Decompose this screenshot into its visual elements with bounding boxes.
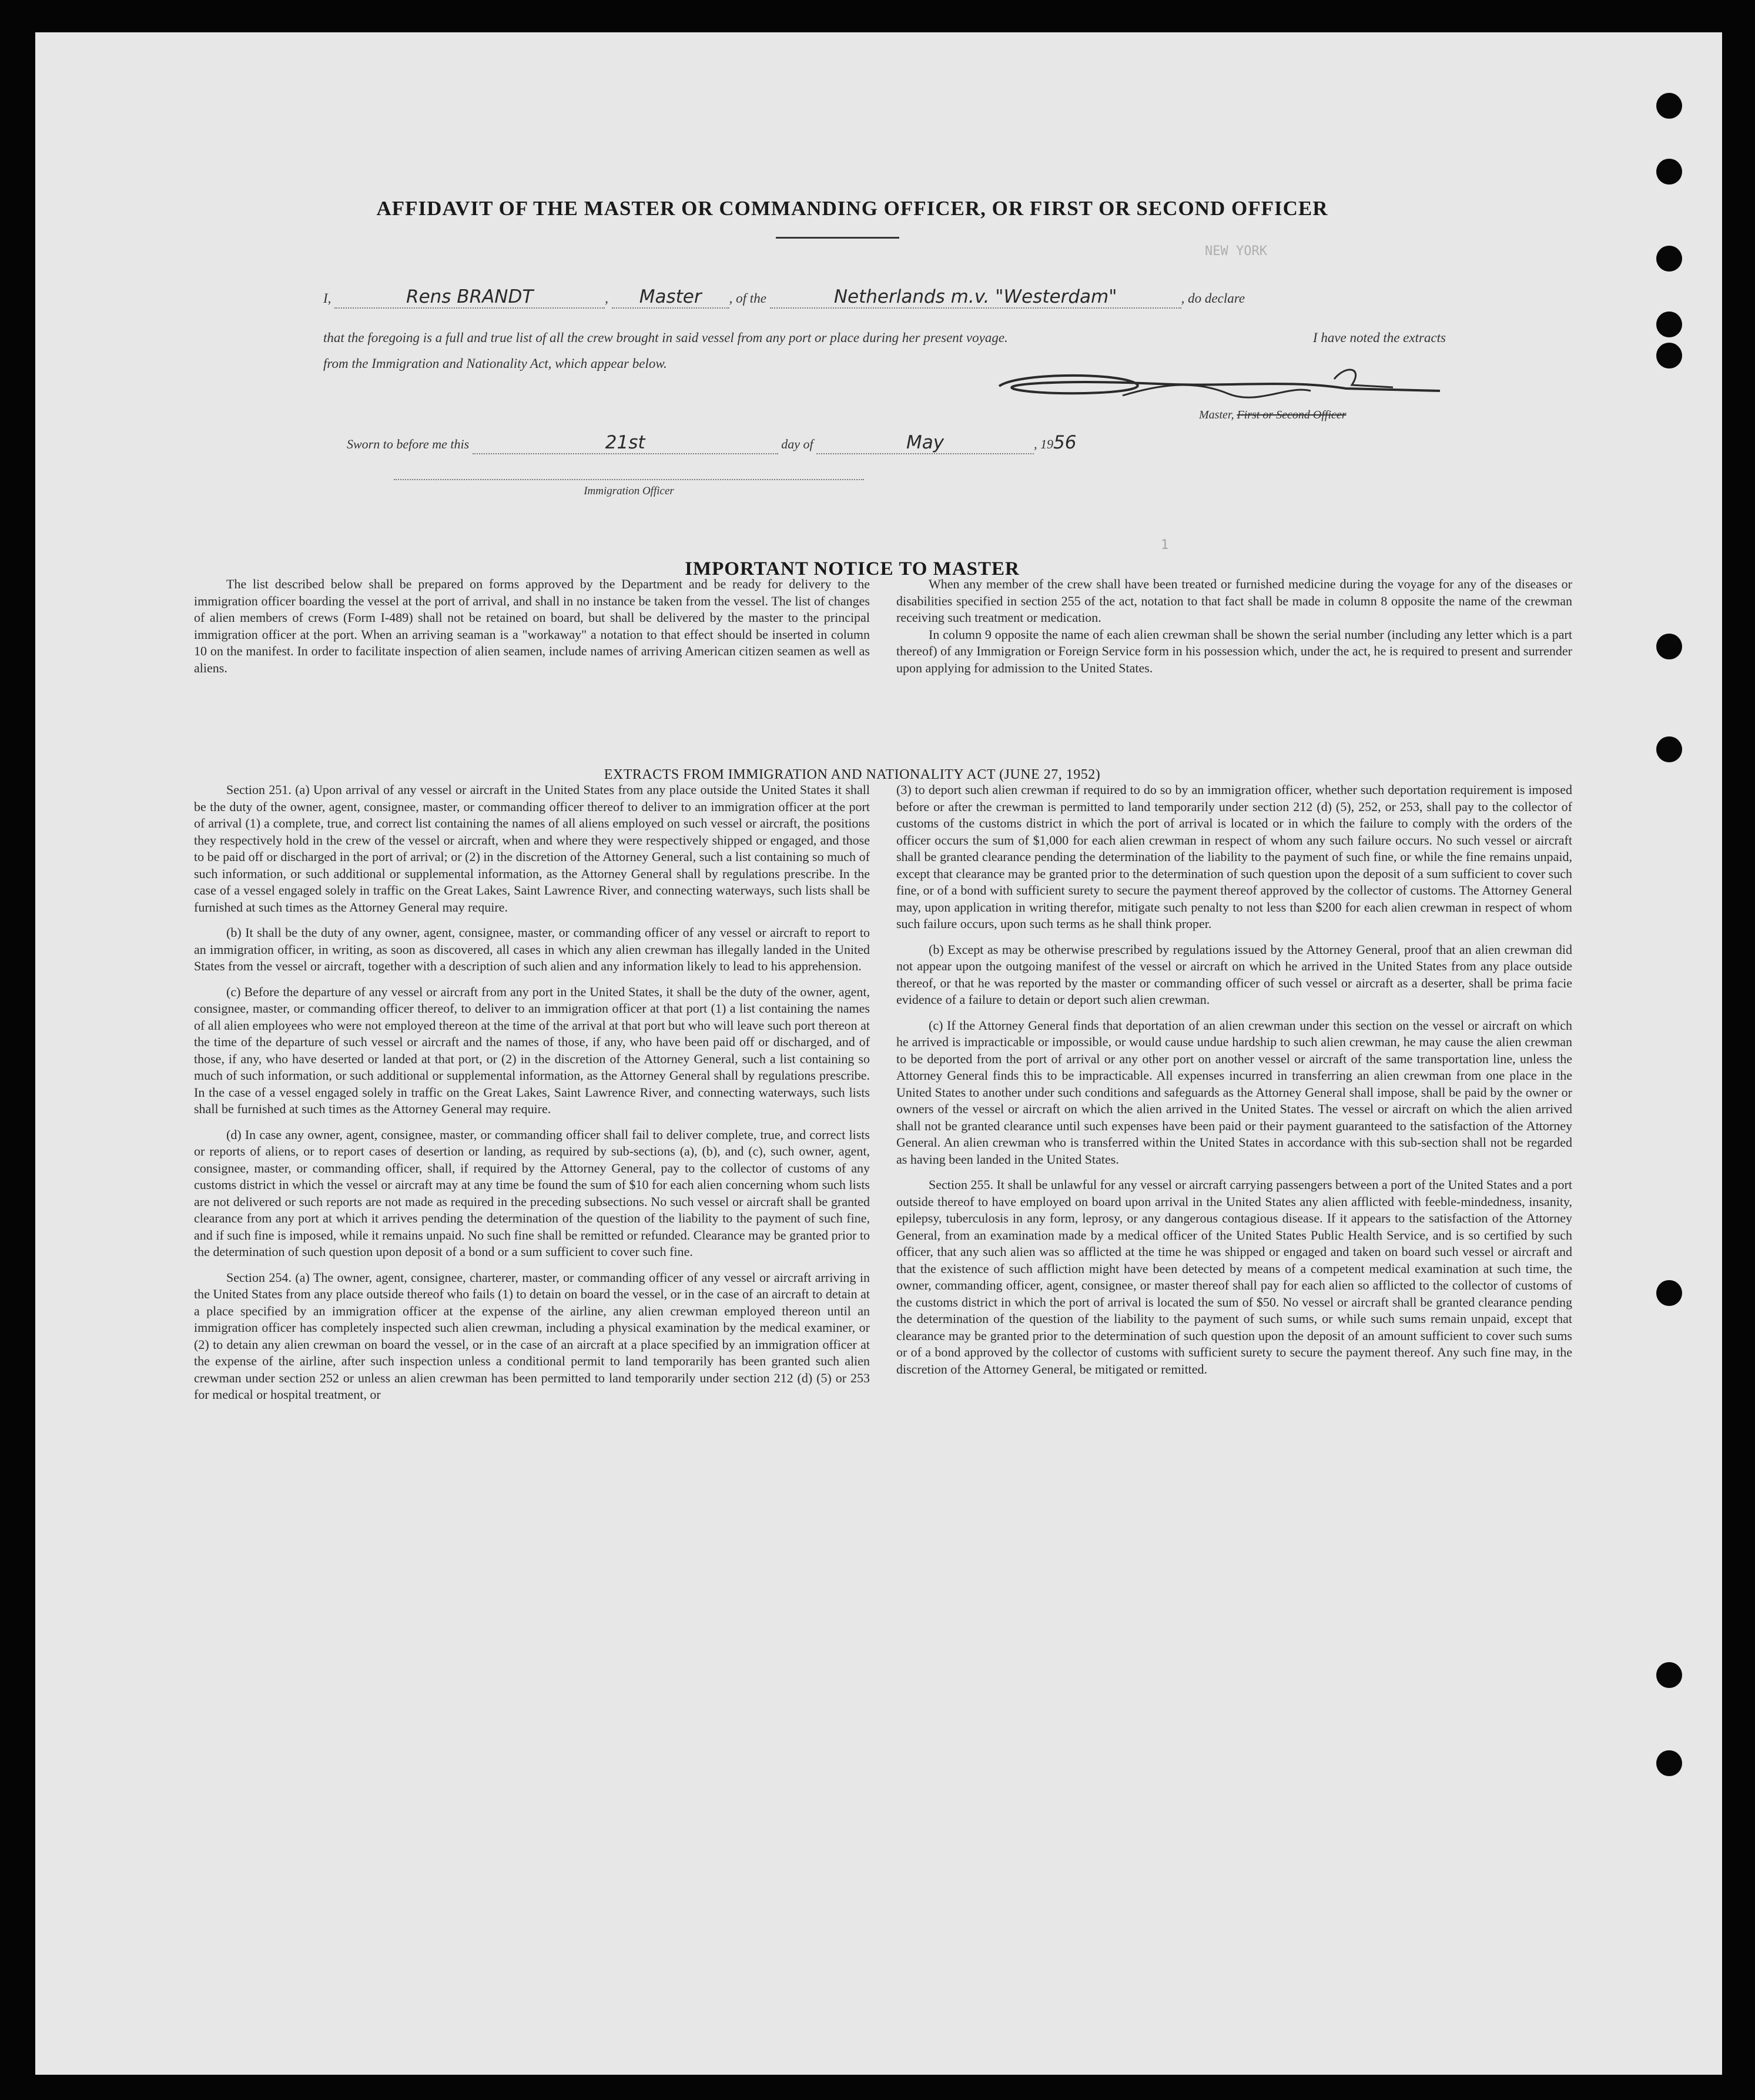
declaration-line: I, Rens BRANDT , Master , of the Netherlands m.v. "Westerdam" , do declare [323,286,1245,307]
punch-hole [1656,312,1682,337]
punch-hole [1656,736,1682,762]
statute-paragraph: Section 255. It shall be unlawful for any vessel or aircraft carrying passengers between a port of the United States and a port outside thereof to have employed on board upon arrival in the United States any alien afflicted with feeble-mindedness, insanity, epilepsy, tuberculosis in any form, leprosy, or any dangerous contagious disease. If it appears to the satisfaction of the Attorney General, from an examination made by a medical officer of the United States Public Health Service, and is so certified by such officer, that any such alien was so afflicted at the time he was shipped or engaged and taken on board such vessel or aircraft and that the existence of such affliction might have been detected by means of a competent medical examination at such time, the owner, commanding officer, agent, consignee, or master thereof shall pay for each alien so afflicted to the collector of customs of the customs district in which the port of arrival is located the sum of $50. No vessel or aircraft shall be granted clearance pending the determination of the question of the liability to the payment of such sums, or while such sums remain unpaid, except that clearance may be granted prior to the determination of such question upon the deposit of an amount sufficient to cover such sums or of a bond approved by the collector of customs with sufficient surety to secure the payment thereof. Any such fine may, in the discretion of the Attorney General, be mitigated or remitted. [896,1177,1572,1376]
statute-paragraph: (d) In case any owner, agent, consignee, master, or commanding officer shall fail to deliver complete, true, and correct lists or reports of aliens, or to report cases of desertion or landing, as required by sub-sections (a), (b), and (c), such owner, agent, consignee, master, or commanding officer, shall, if required by the Attorney General, pay to the collector of customs of any customs district in which the vessel or aircraft may at any time be found the sum of $10 for each alien concerning whom such lists are not delivered or such reports are not made as required in the preceding subsections. No such vessel or aircraft shall be granted clearance from any port at which it arrives pending the determination of the question of the liability to the payment of such fine, and if such fine is imposed, while it remains unpaid. No such fine shall be remitted or refunded. Clearance may be granted prior to the determination of such question upon deposit of a bond or a sum sufficient to cover such fine. [194,1127,870,1259]
document-page [35,32,1722,2075]
punch-hole [1656,343,1682,369]
master-name-field: Rens BRANDT [334,286,605,309]
extracts-left-column [194,782,870,1412]
punch-hole [1656,159,1682,185]
declaration-text-line1b: I have noted the extracts [1312,330,1446,345]
declaration-text-line2: from the Immigration and Nationality Act, which appear below. [323,356,667,371]
title-divider [776,237,899,239]
officer-signature-line [394,479,864,480]
struck-officer-caption: First or Second Officer [1237,408,1347,421]
affidavit-title: AFFIDAVIT OF THE MASTER OR COMMANDING OFFICER, OR FIRST OR SECOND OFFICER [376,197,1328,220]
statute-paragraph: Section 254. (a) The owner, agent, consignee, charterer, master, or commanding officer of any vessel or aircraft arriving in the United States from any place outside thereof who fails (1) to detain on board the vessel, or in the case of an aircraft to detain at a place specified by an immigration officer at the expense of the airline, any alien crewman employed thereon until an immigration officer has completely inspected such alien crewman, including a physical examination by the medical examiner, or (2) to detain any alien crewman on board the vessel, or in the case of an aircraft at a place specified by an immigration officer at the expense of the airline, after such inspection unless a conditional permit to land temporarily has been granted such alien crewman under section 252 or unless an alien crewman has been permitted to land temporarily under section 212 (d) (5) or 253 for medical or hospital treatment, or [194,1270,870,1402]
day-of-label: day of [781,437,813,451]
notice-paragraph: In column 9 opposite the name of each alien crewman shall be shown the serial number (including any letter which is a part thereof) of any Immigration or Foreign Service form in his possession which, under the act, he is required to present and surrender upon applying for admission to the United States. [896,627,1572,675]
statute-paragraph: (c) If the Attorney General finds that deportation of an alien crewman under this section on the vessel or aircraft on which he arrived is impracticable or impossible, or would cause undue hardship to such alien crewman, he may cause the alien crewman to be deported from the port of arrival or any other port on another vessel or aircraft of the same transportation line, unless the Attorney General finds this to be impracticable. All expenses incurred in transferring an alien crewman from one place in the United States to another under such conditions and safeguards as the Attorney General shall impose, shall be paid by the owner or owners of the vessel or aircraft on which the alien arrived in the United States. The vessel or aircraft on which the alien arrived shall not be granted clearance until such expenses have been paid or their payment guaranteed to the satisfaction of the Attorney General. An alien crewman who is transferred within the United States in accordance with this sub-section shall not be regarded as having been landed in the United States. [896,1017,1572,1167]
sworn-month-field: May [816,432,1034,454]
master-caption: Master, [1199,408,1234,421]
year-prefix: , 19 [1034,437,1054,451]
signature-caption [1199,408,1347,422]
punch-hole [1656,93,1682,119]
of-the-label: , of the [729,291,766,306]
immigration-officer-label: Immigration Officer [584,485,674,497]
sworn-day-field: 21st [473,432,778,454]
punch-hole [1656,1662,1682,1688]
extracts-title: EXTRACTS FROM IMMIGRATION AND NATIONALITY ACT (JUNE 27, 1952) [604,767,1101,782]
statute-paragraph: (3) to deport such alien crewman if required to do so by an immigration officer, whether such deportation requirement is imposed before or after the crewman is permitted to land temporarily under section 212 (d) (5), 252, or 253, shall pay to the collector of customs of the customs district in which the port of arrival is located or in which the failure to comply with the orders of the officer occurs the sum of $1,000 for each alien crewman in respect of whom any such failure occurs. No such vessel or aircraft shall be granted clearance pending the determination of the liability to the payment of such fine, or while the fine remains unpaid, except that clearance may be granted prior to the determination of such question upon the deposit of a sum sufficient to cover such fine, or of a bond with sufficient surety to secure the payment thereof approved by the collector of customs. The Attorney General may, upon application in writing therefor, mitigate such penalty to not less than $200 for each alien crewman in respect of whom such failure occurs, upon such terms as he shall think proper. [896,782,1572,931]
punch-hole [1656,1750,1682,1776]
capacity-field: Master [612,286,729,309]
extracts-right-column [896,782,1572,1386]
punch-hole [1656,1280,1682,1306]
sworn-year-field: 56 [1053,432,1077,453]
notice-paragraph: The list described below shall be prepared on forms approved by the Department and be ready for delivery to the immigration officer boarding the vessel at the port of arrival, and shall in no instance be taken from the vessel. The list of changes of alien members of crews (Form I-489) shall not be retained on board, but shall be delivered by the master to the principal immigration officer at the port. When an arriving seaman is a "workaway" a notation to that effect should be inserted in column 10 on the manifest. In order to facilitate inspection of alien seamen, include names of arriving American citizen seamen as well as aliens. [194,577,870,675]
sworn-line [347,432,1077,454]
declaration-text-line1: that the foregoing is a full and true list of all the crew brought in said vessel from any port or place during her present voyage. [323,330,1008,345]
statute-paragraph: (b) Except as may be otherwise prescribed by regulations issued by the Attorney General, proof that an alien crewman did not appear upon the outgoing manifest of the vessel or aircraft on which he arrived in the United States from any place outside thereof, or that he was reported by the master or commanding officer of such vessel or aircraft as a deserter, shall be prima facie evidence of a failure to detain or deport such alien crewman. [896,942,1572,1007]
vessel-name-field: Netherlands m.v. "Westerdam" [770,286,1181,309]
punch-hole [1656,634,1682,659]
notice-paragraph: When any member of the crew shall have been treated or furnished medicine during the voyage for any of the diseases or disabilities specified in section 255 of the act, notation to that fact shall be made in column 8 opposite the name of the crewman receiving such treatment or medication. [896,577,1572,625]
do-declare-label: , do declare [1181,291,1245,306]
i-label: I, [323,291,331,306]
show-through-text: NEW YORK [1205,244,1267,259]
notice-left-column [194,576,870,685]
notice-title: IMPORTANT NOTICE TO MASTER [685,558,1020,580]
statute-paragraph: Section 251. (a) Upon arrival of any vessel or aircraft in the United States from any place outside the United States it shall be the duty of the owner, agent, consignee, master, or commanding officer thereof to deliver to an immigration officer at the port of arrival (1) a complete, true, and correct list containing the names of all aliens employed on such vessel or aircraft, the positions they respectively hold in the crew of the vessel or aircraft, when and where they were respectively shipped or engaged, and those to be paid off or discharged in the port of arrival; or (2) in the discretion of the Attorney General, such a list containing so much of such information, or such additional or supplemental information, as the Attorney General shall by regulations prescribe. In the case of a vessel engaged solely in traffic on the Great Lakes, Saint Lawrence River, and connecting waterways, such lists shall be furnished at such times as the Attorney General may require. [194,782,870,915]
statute-paragraph: (c) Before the departure of any vessel or aircraft from any port in the United States, it shall be the duty of the owner, agent, consignee, master, or commanding officer thereof, to deliver to an immigration officer at that port (1) a list containing the names of all alien employees who were not employed thereon at the time of the arrival at that port but who will leave such port thereon at the time of the departure of such vessel or aircraft and the names of those, if any, who have been paid off or discharged, and of those, if any, who have deserted or landed at that port, or (2) in the discretion of the Attorney General, such a list containing so much of such information, or such additional or supplemental information, as the Attorney General shall by regulations prescribe. In the case of a vessel engaged solely in traffic on the Great Lakes, Saint Lawrence River, and connecting waterways, such lists shall be furnished at such times as the Attorney General may require. [194,984,870,1116]
show-through-text: 1 [1161,538,1169,552]
sworn-prefix: Sworn to before me this [347,437,470,451]
punch-hole [1656,246,1682,272]
notice-right-column [896,576,1572,685]
statute-paragraph: (b) It shall be the duty of any owner, agent, consignee, master, or commanding officer of any vessel or aircraft to report to an immigration officer, in writing, as soon as discovered, all cases in which any alien crewman has illegally landed in the United States from the vessel or aircraft, together with a description of such alien and any information likely to lead to his apprehension. [194,925,870,973]
